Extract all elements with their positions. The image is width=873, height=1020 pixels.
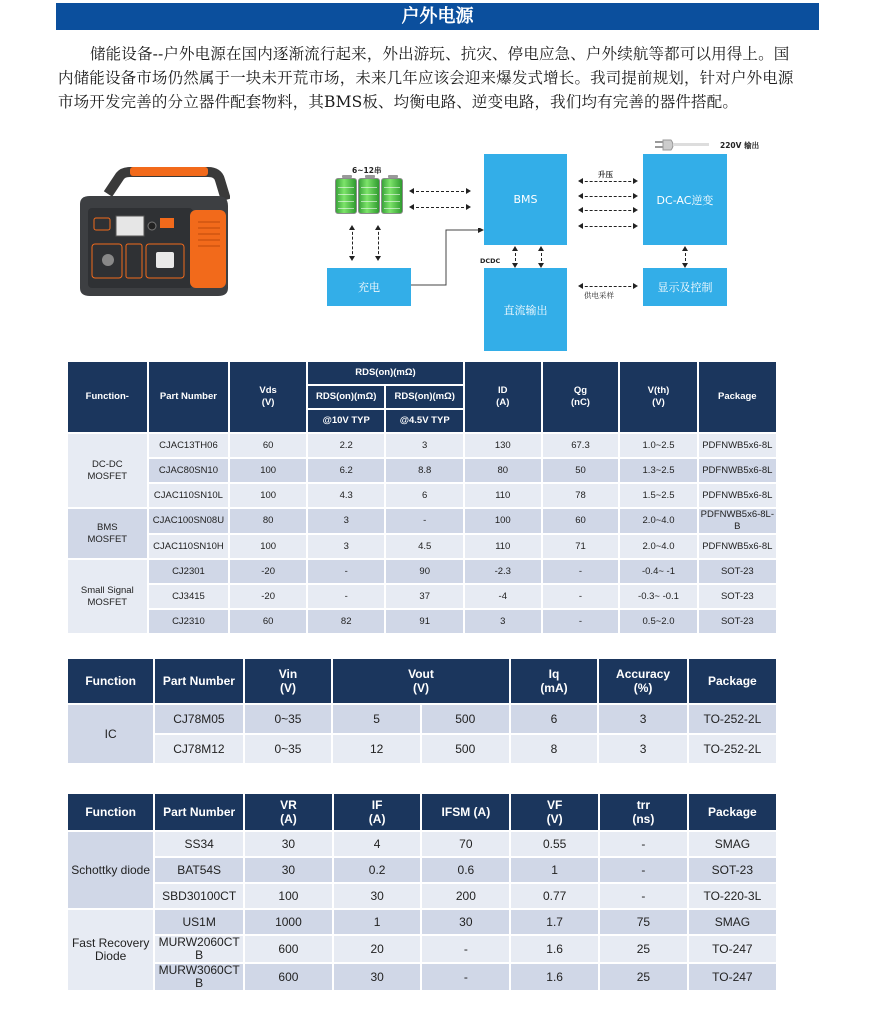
- bms-inverter-arrow: [580, 181, 636, 182]
- col-header-package: Package: [689, 659, 776, 703]
- bms-dcout-arrow: [541, 248, 542, 266]
- table-row: [68, 535, 776, 558]
- group-cell-dcdc-mosfet: DC-DC MOSFET: [68, 434, 147, 507]
- qg-cell: -: [543, 610, 619, 633]
- rds10-cell: 6.2: [308, 459, 384, 482]
- package-cell: PDFNWB5x6-8L-B: [700, 509, 774, 532]
- table-row: [68, 936, 776, 962]
- battery-series-label: 6~12串: [352, 166, 382, 175]
- vth-cell: 2.0~4.0: [620, 509, 696, 533]
- dc-ac-inverter-box: DC-AC逆变: [643, 154, 727, 245]
- vth-cell: 1.0~2.5: [620, 434, 696, 457]
- package-cell: PDFNWB5x6-8L: [699, 459, 776, 482]
- package-cell: TO-252-2L: [689, 705, 776, 733]
- rds45-cell: 3: [386, 434, 462, 457]
- vf-cell: 1.7: [511, 910, 598, 934]
- if-cell: 1: [334, 910, 421, 934]
- rds45-cell: 90: [386, 560, 462, 583]
- trr-cell: -: [600, 858, 687, 882]
- inverter-display-arrow: [685, 248, 686, 266]
- col-header-part-number: Part Number: [149, 362, 229, 432]
- vr-cell: 100: [245, 884, 332, 908]
- id-cell: 130: [465, 434, 541, 457]
- vth-cell: 0.5~2.0: [620, 610, 696, 633]
- col-header-vds: Vds (V): [230, 362, 306, 432]
- package-cell: SMAG: [689, 832, 776, 856]
- vout-cell: 12: [333, 735, 420, 763]
- col-header-rds-4v5-cond: @4.5V TYP: [386, 410, 462, 432]
- col-header-part-number: Part Number: [155, 794, 243, 830]
- col-header-function: Function: [68, 659, 153, 703]
- col-header-id: ID (A): [465, 362, 541, 432]
- package-cell: SMAG: [689, 910, 776, 934]
- bms-dcout-arrow: [515, 248, 516, 266]
- id-cell: 80: [465, 459, 541, 482]
- vds-cell: 60: [230, 434, 306, 457]
- battery-bms-arrow: [411, 191, 469, 192]
- trr-cell: 25: [600, 964, 687, 990]
- col-header-trr: trr (ns): [600, 794, 687, 830]
- trr-cell: 75: [600, 910, 687, 934]
- table-row: [68, 434, 776, 457]
- vr-cell: 30: [245, 832, 332, 856]
- part-number-cell: US1M: [155, 910, 243, 934]
- ifsm-cell: -: [422, 964, 509, 990]
- part-number-cell: CJAC100SN08U: [149, 509, 229, 533]
- qg-cell: 50: [543, 459, 619, 482]
- table-row: [68, 509, 776, 533]
- table-row: [68, 459, 776, 482]
- col-header-part-number: Part Number: [155, 659, 242, 703]
- col-header-iq: Iq (mA): [511, 659, 598, 703]
- ic-table: [66, 657, 778, 765]
- table-row: [68, 705, 776, 733]
- col-header-rds-10v-cond: @10V TYP: [308, 410, 384, 432]
- trr-cell: -: [600, 884, 687, 908]
- iq-cell: 8: [511, 735, 598, 763]
- plug-output-label: 220V 输出: [720, 141, 760, 150]
- bms-inverter-arrow: [580, 196, 636, 197]
- package-cell: SOT-23: [699, 585, 776, 608]
- if-cell: 20: [334, 936, 421, 962]
- part-number-cell: CJ2301: [149, 560, 229, 583]
- group-cell-fast-recovery-diode: Fast Recovery Diode: [68, 910, 153, 990]
- rds45-cell: 4.5: [386, 535, 462, 558]
- col-header-rds-10v: RDS(on)(mΩ): [308, 386, 384, 408]
- ifsm-cell: 200: [422, 884, 509, 908]
- power-sampling-label: 供电采样: [584, 291, 614, 300]
- iout-cell: 500: [422, 705, 509, 733]
- table-row: [68, 484, 776, 507]
- qg-cell: 78: [543, 484, 619, 507]
- bms-inverter-arrow: [580, 226, 636, 227]
- group-cell-schottky-diode: Schottky diode: [68, 832, 153, 908]
- part-number-cell: CJAC110SN10H: [149, 535, 229, 558]
- plug-icon: [655, 138, 710, 150]
- system-block-diagram: [300, 130, 780, 360]
- rds45-cell: 91: [386, 610, 462, 633]
- dc-output-box: 直流输出: [484, 268, 567, 351]
- group-cell-bms-mosfet: BMS MOSFET: [68, 509, 147, 558]
- col-header-package: Package: [699, 362, 776, 432]
- ifsm-cell: 0.6: [422, 858, 509, 882]
- package-cell: PDFNWB5x6-8L: [699, 434, 776, 457]
- col-header-vf: VF (V): [511, 794, 598, 830]
- trr-cell: -: [600, 832, 687, 856]
- accuracy-cell: 3: [599, 705, 686, 733]
- col-header-function: Function: [68, 794, 153, 830]
- mosfet-table: [66, 360, 778, 635]
- vds-cell: -20: [230, 560, 306, 583]
- display-control-box: 显示及控制: [643, 268, 727, 306]
- vth-cell: 2.0~4.0: [620, 535, 696, 558]
- battery-charge-arrow: [352, 227, 353, 259]
- vds-cell: 100: [230, 484, 306, 507]
- vf-cell: 1: [511, 858, 598, 882]
- page-title: 户外电源: [56, 3, 819, 30]
- bms-box: BMS: [484, 154, 567, 245]
- id-cell: 100: [465, 509, 541, 533]
- rds45-cell: 37: [386, 585, 462, 608]
- vth-cell: -0.3~ -0.1: [620, 585, 696, 608]
- diode-table: [66, 792, 778, 992]
- vds-cell: -20: [230, 585, 306, 608]
- boost-label: 升压: [598, 170, 613, 179]
- ifsm-cell: -: [422, 936, 509, 962]
- bms-inverter-arrow: [580, 210, 636, 211]
- vr-cell: 600: [245, 964, 332, 990]
- table-row: [68, 964, 776, 990]
- package-cell: TO-247: [689, 936, 776, 962]
- vds-cell: 80: [230, 509, 306, 533]
- table-row: [68, 610, 776, 633]
- if-cell: 30: [334, 964, 421, 990]
- col-header-ifsm: IFSM (A): [422, 794, 509, 830]
- col-header-rds-4v5: RDS(on)(mΩ): [386, 386, 462, 408]
- qg-cell: -: [543, 585, 619, 608]
- accuracy-cell: 3: [599, 735, 686, 763]
- part-number-cell: SBD30100CT: [155, 884, 243, 908]
- part-number-cell: CJAC13TH06: [149, 434, 229, 457]
- qg-cell: -: [543, 560, 619, 583]
- table-row: [68, 884, 776, 908]
- vds-cell: 100: [230, 459, 306, 482]
- part-number-cell: CJ78M05: [155, 705, 242, 733]
- ifsm-cell: 70: [422, 832, 509, 856]
- group-cell-ic: IC: [68, 705, 153, 763]
- rds45-cell: -: [386, 509, 462, 533]
- table-row: [68, 585, 776, 608]
- rds10-cell: 3: [308, 535, 384, 558]
- table-row: [68, 858, 776, 882]
- table-row: [68, 560, 776, 583]
- part-number-cell: BAT54S: [155, 858, 243, 882]
- vth-cell: -0.4~ -1: [620, 560, 696, 583]
- iout-cell: 500: [422, 735, 509, 763]
- id-cell: 110: [465, 535, 541, 558]
- rds45-cell: 6: [386, 484, 462, 507]
- id-cell: 3: [465, 610, 541, 633]
- col-header-vth: V(th) (V): [620, 362, 696, 432]
- vr-cell: 1000: [245, 910, 332, 934]
- vds-cell: 60: [230, 610, 306, 633]
- vout-cell: 5: [333, 705, 420, 733]
- col-header-vout: Vout (V): [333, 659, 508, 703]
- part-number-cell: CJ3415: [149, 585, 229, 608]
- ifsm-cell: 30: [422, 910, 509, 934]
- col-header-function: Function-: [68, 362, 147, 432]
- part-number-cell: CJAC110SN10L: [149, 484, 229, 507]
- part-number-cell: CJAC80SN10: [149, 459, 229, 482]
- vf-cell: 0.77: [511, 884, 598, 908]
- id-cell: 110: [465, 484, 541, 507]
- table-row: [68, 832, 776, 856]
- rds10-cell: 82: [308, 610, 384, 633]
- part-number-cell: SS34: [155, 832, 243, 856]
- part-number-cell: CJ78M12: [155, 735, 242, 763]
- id-cell: -2.3: [465, 560, 541, 583]
- if-cell: 30: [334, 884, 421, 908]
- col-header-accuracy: Accuracy (%): [599, 659, 686, 703]
- vr-cell: 600: [245, 936, 332, 962]
- col-header-if: IF (A): [334, 794, 421, 830]
- qg-cell: 67.3: [543, 434, 619, 457]
- qg-cell: 71: [543, 535, 619, 558]
- part-number-cell: CJ2310: [149, 610, 229, 633]
- intro-paragraph: 储能设备--户外电源在国内逐渐流行起来，外出游玩、抗灾、停电应急、户外续航等都可以用得上。国内储能设备市场仍然属于一块未开荒市场，未来几年应该会迎来爆发式增长。我司提前规划，针对户外电源市场开发完善的分立器件配套物料，其BMS板、均衡电路、逆变电路，我们均有完善的器件搭配。: [58, 45, 794, 111]
- battery-charge-arrow: [378, 227, 379, 259]
- package-cell: TO-220-3L: [689, 884, 776, 908]
- dcdc-label: DCDC: [480, 257, 501, 265]
- col-header-vr: VR (A): [245, 794, 332, 830]
- iq-cell: 6: [511, 705, 598, 733]
- vth-cell: 1.3~2.5: [620, 459, 696, 482]
- battery-bms-arrow: [411, 207, 469, 208]
- col-header-vin: Vin (V): [245, 659, 332, 703]
- vin-cell: 0~35: [245, 735, 332, 763]
- rds10-cell: -: [308, 585, 384, 608]
- group-cell-small-signal-mosfet: Small Signal MOSFET: [68, 560, 147, 633]
- package-cell: SOT-23: [699, 560, 776, 583]
- vr-cell: 30: [245, 858, 332, 882]
- vth-cell: 1.5~2.5: [620, 484, 696, 507]
- col-header-rds-group: RDS(on)(mΩ): [308, 362, 463, 384]
- vf-cell: 0.55: [511, 832, 598, 856]
- vf-cell: 1.6: [511, 936, 598, 962]
- package-cell: PDFNWB5x6-8L: [699, 535, 776, 558]
- package-cell: TO-247: [689, 964, 776, 990]
- id-cell: -4: [465, 585, 541, 608]
- vds-cell: 100: [230, 535, 306, 558]
- if-cell: 4: [334, 832, 421, 856]
- if-cell: 0.2: [334, 858, 421, 882]
- part-number-cell: MURW2060CTB: [155, 936, 243, 962]
- package-cell: SOT-23: [699, 610, 776, 633]
- package-cell: PDFNWB5x6-8L: [699, 484, 776, 507]
- package-cell: TO-252-2L: [689, 735, 776, 763]
- trr-cell: 25: [600, 936, 687, 962]
- col-header-package: Package: [689, 794, 776, 830]
- table-row: [68, 910, 776, 934]
- rds10-cell: 4.3: [308, 484, 384, 507]
- charge-to-bms-line: [411, 228, 484, 288]
- vin-cell: 0~35: [245, 705, 332, 733]
- package-cell: SOT-23: [689, 858, 776, 882]
- vf-cell: 1.6: [511, 964, 598, 990]
- rds45-cell: 8.8: [386, 459, 462, 482]
- dcout-display-arrow: [580, 286, 636, 287]
- col-header-qg: Qg (nC): [543, 362, 619, 432]
- rds10-cell: 2.2: [308, 434, 384, 457]
- table-row: [68, 735, 776, 763]
- rds10-cell: 3: [308, 509, 384, 533]
- part-number-cell: MURW3060CTB: [155, 964, 243, 990]
- portable-power-station-image: [68, 160, 230, 300]
- qg-cell: 60: [543, 509, 619, 533]
- rds10-cell: -: [308, 560, 384, 583]
- charging-box: 充电: [327, 268, 411, 306]
